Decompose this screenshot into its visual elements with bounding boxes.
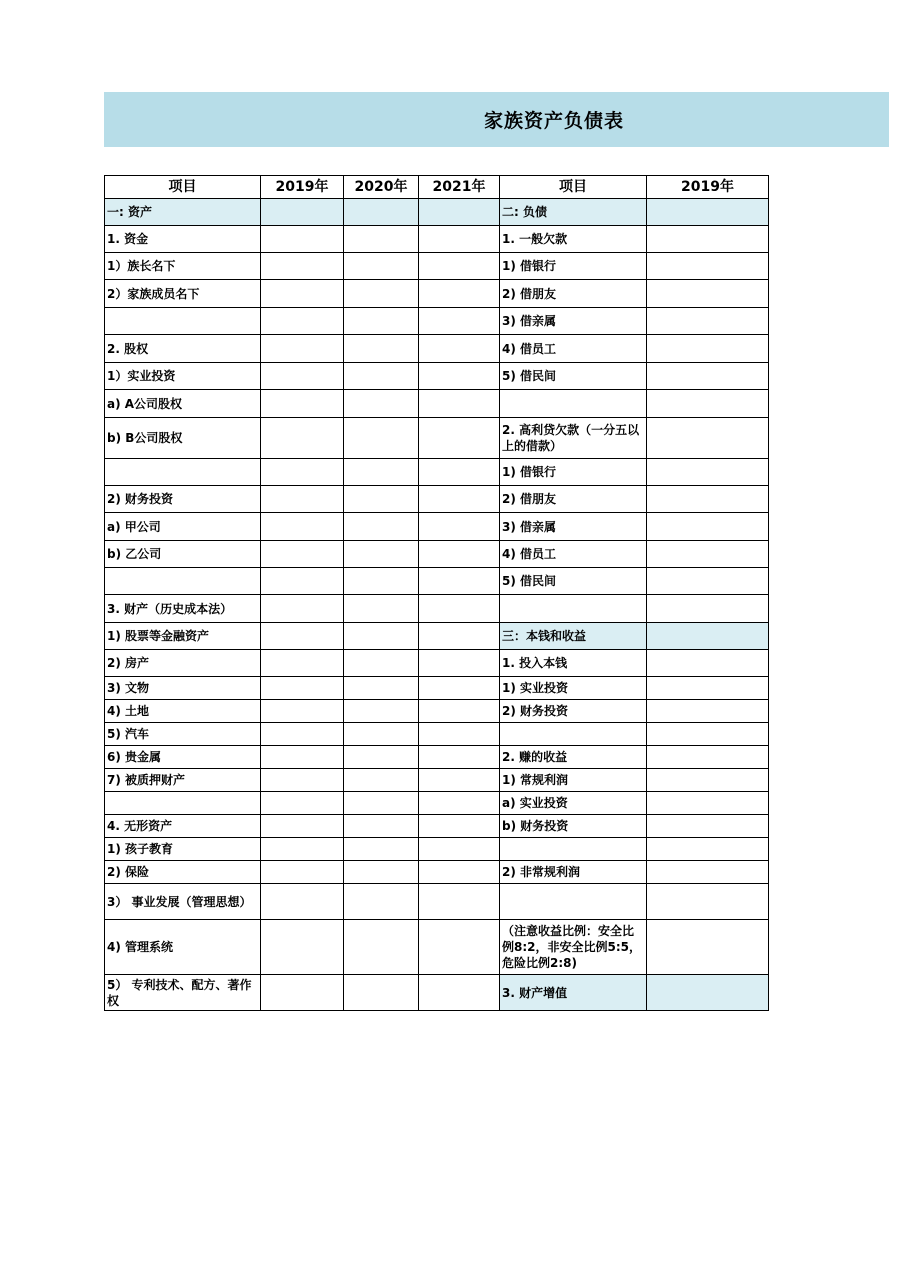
asset-2019-cell[interactable] <box>261 335 344 363</box>
liability-item-cell <box>500 390 647 418</box>
asset-item-cell: 6) 贵金属 <box>105 746 261 769</box>
liability-item-cell: 2. 高利贷欠款（一分五以上的借款） <box>500 418 647 459</box>
asset-2019-cell[interactable] <box>261 418 344 459</box>
liability-2019-cell[interactable] <box>647 650 769 677</box>
asset-2019-cell[interactable] <box>261 746 344 769</box>
table-row <box>105 650 769 677</box>
asset-2020-cell[interactable] <box>344 308 419 335</box>
table-row <box>105 700 769 723</box>
asset-item-cell: 4) 管理系统 <box>105 920 261 975</box>
asset-2020-cell[interactable] <box>344 650 419 677</box>
table-row <box>105 541 769 568</box>
asset-2019-cell[interactable] <box>261 541 344 568</box>
asset-2019-cell[interactable] <box>261 815 344 838</box>
liability-2019-cell[interactable] <box>647 861 769 884</box>
table-row <box>105 861 769 884</box>
asset-2020-cell[interactable] <box>344 746 419 769</box>
asset-2021-cell[interactable] <box>419 308 500 335</box>
liability-2019-cell[interactable] <box>647 920 769 975</box>
asset-2020-cell[interactable] <box>344 920 419 975</box>
asset-2021-cell[interactable] <box>419 884 500 920</box>
liability-2019-cell[interactable] <box>647 815 769 838</box>
liability-item-cell: 二: 负债 <box>500 199 647 226</box>
liability-2019-cell[interactable] <box>647 975 769 1011</box>
liability-2019-cell[interactable] <box>647 769 769 792</box>
asset-2020-cell[interactable] <box>344 541 419 568</box>
liability-item-cell: 2. 赚的收益 <box>500 746 647 769</box>
asset-item-cell <box>105 308 261 335</box>
liability-item-cell: 5) 借民间 <box>500 363 647 390</box>
asset-item-cell: b) 乙公司 <box>105 541 261 568</box>
asset-2021-cell[interactable] <box>419 677 500 700</box>
asset-2019-cell[interactable] <box>261 486 344 513</box>
liability-item-cell: 1) 借银行 <box>500 459 647 486</box>
liability-2019-cell[interactable] <box>647 792 769 815</box>
table-row <box>105 418 769 459</box>
asset-2021-cell[interactable] <box>419 418 500 459</box>
asset-item-cell: 2) 财务投资 <box>105 486 261 513</box>
asset-2020-cell[interactable] <box>344 815 419 838</box>
asset-2021-cell[interactable] <box>419 390 500 418</box>
asset-item-cell: 4. 无形资产 <box>105 815 261 838</box>
asset-2020-cell[interactable] <box>344 226 419 253</box>
liability-item-cell: （注意收益比例：安全比例8:2，非安全比例5:5，危险比例2:8) <box>500 920 647 975</box>
liability-item-cell: 2) 非常规利润 <box>500 861 647 884</box>
liability-2019-cell[interactable] <box>647 723 769 746</box>
table-row <box>105 815 769 838</box>
liability-item-cell: 3) 借亲属 <box>500 513 647 541</box>
table-row <box>105 199 769 226</box>
asset-2021-cell[interactable] <box>419 746 500 769</box>
asset-item-cell: 1）实业投资 <box>105 363 261 390</box>
asset-2021-cell[interactable] <box>419 280 500 308</box>
asset-2019-cell[interactable] <box>261 513 344 541</box>
header-row <box>105 176 769 199</box>
table-row <box>105 884 769 920</box>
liability-item-cell: 4) 借员工 <box>500 335 647 363</box>
asset-item-cell: 4) 土地 <box>105 700 261 723</box>
asset-2020-cell[interactable] <box>344 280 419 308</box>
asset-item-cell: 3. 财产（历史成本法） <box>105 595 261 623</box>
liability-2019-cell[interactable] <box>647 308 769 335</box>
asset-2021-cell[interactable] <box>419 363 500 390</box>
table-row <box>105 677 769 700</box>
liability-2019-cell[interactable] <box>647 363 769 390</box>
liability-2019-cell[interactable] <box>647 838 769 861</box>
liability-2019-cell[interactable] <box>647 541 769 568</box>
liability-item-cell: b) 财务投资 <box>500 815 647 838</box>
asset-item-cell: 一: 资产 <box>105 199 261 226</box>
asset-2021-cell[interactable] <box>419 650 500 677</box>
asset-2021-cell[interactable] <box>419 199 500 226</box>
asset-item-cell: a) A公司股权 <box>105 390 261 418</box>
asset-2020-cell[interactable] <box>344 363 419 390</box>
asset-2021-cell[interactable] <box>419 792 500 815</box>
liability-item-cell: 1) 常规利润 <box>500 769 647 792</box>
asset-item-cell: b) B公司股权 <box>105 418 261 459</box>
liability-2019-cell[interactable] <box>647 418 769 459</box>
asset-item-cell: 3） 事业发展（管理思想） <box>105 884 261 920</box>
liability-item-cell <box>500 838 647 861</box>
asset-2021-cell[interactable] <box>419 623 500 650</box>
liability-item-cell: 1) 借银行 <box>500 253 647 280</box>
asset-2019-cell[interactable] <box>261 861 344 884</box>
header-year-2021: 2021年 <box>419 176 500 199</box>
liability-item-cell: 1) 实业投资 <box>500 677 647 700</box>
table-row <box>105 308 769 335</box>
asset-2020-cell[interactable] <box>344 677 419 700</box>
liability-2019-cell[interactable] <box>647 226 769 253</box>
asset-2020-cell[interactable] <box>344 975 419 1011</box>
asset-item-cell: 2) 房产 <box>105 650 261 677</box>
asset-2019-cell[interactable] <box>261 700 344 723</box>
asset-item-cell: 2) 保险 <box>105 861 261 884</box>
liability-item-cell <box>500 723 647 746</box>
liability-item-cell: 2) 财务投资 <box>500 700 647 723</box>
asset-2020-cell[interactable] <box>344 335 419 363</box>
asset-2019-cell[interactable] <box>261 459 344 486</box>
liability-item-cell: 3) 借亲属 <box>500 308 647 335</box>
asset-item-cell: 7) 被质押财产 <box>105 769 261 792</box>
asset-item-cell: a) 甲公司 <box>105 513 261 541</box>
asset-item-cell: 2）家族成员名下 <box>105 280 261 308</box>
asset-item-cell: 5) 汽车 <box>105 723 261 746</box>
asset-item-cell: 1) 孩子教育 <box>105 838 261 861</box>
liability-2019-cell[interactable] <box>647 568 769 595</box>
asset-2021-cell[interactable] <box>419 700 500 723</box>
asset-2019-cell[interactable] <box>261 280 344 308</box>
asset-2020-cell[interactable] <box>344 459 419 486</box>
header-item-right: 项目 <box>500 176 647 199</box>
asset-2021-cell[interactable] <box>419 723 500 746</box>
asset-2020-cell[interactable] <box>344 418 419 459</box>
asset-item-cell: 1）族长名下 <box>105 253 261 280</box>
asset-item-cell <box>105 792 261 815</box>
table-row <box>105 920 769 975</box>
table-row <box>105 975 769 1011</box>
asset-2021-cell[interactable] <box>419 226 500 253</box>
sheet-title: 家族资产负债表 <box>484 110 625 132</box>
liability-2019-cell[interactable] <box>647 513 769 541</box>
asset-item-cell: 1) 股票等金融资产 <box>105 623 261 650</box>
header-item-left: 项目 <box>105 176 261 199</box>
table-row <box>105 335 769 363</box>
liability-2019-cell[interactable] <box>647 459 769 486</box>
asset-2020-cell[interactable] <box>344 723 419 746</box>
asset-2021-cell[interactable] <box>419 459 500 486</box>
liability-2019-cell[interactable] <box>647 280 769 308</box>
asset-2019-cell[interactable] <box>261 677 344 700</box>
liability-item-cell: 2) 借朋友 <box>500 280 647 308</box>
balance-sheet-table <box>104 175 769 1011</box>
asset-2019-cell[interactable] <box>261 568 344 595</box>
asset-2021-cell[interactable] <box>419 568 500 595</box>
liability-2019-cell[interactable] <box>647 253 769 280</box>
liability-2019-cell[interactable] <box>647 486 769 513</box>
asset-item-cell: 2. 股权 <box>105 335 261 363</box>
liability-2019-cell[interactable] <box>647 390 769 418</box>
asset-2019-cell[interactable] <box>261 769 344 792</box>
table-row <box>105 486 769 513</box>
asset-2021-cell[interactable] <box>419 838 500 861</box>
asset-item-cell <box>105 459 261 486</box>
asset-2020-cell[interactable] <box>344 486 419 513</box>
asset-2020-cell[interactable] <box>344 884 419 920</box>
asset-2019-cell[interactable] <box>261 363 344 390</box>
liability-item-cell: 4) 借员工 <box>500 541 647 568</box>
liability-item-cell: 1. 一般欠款 <box>500 226 647 253</box>
asset-2020-cell[interactable] <box>344 861 419 884</box>
asset-2020-cell[interactable] <box>344 623 419 650</box>
liability-2019-cell[interactable] <box>647 700 769 723</box>
table-row <box>105 513 769 541</box>
liability-item-cell: 5) 借民间 <box>500 568 647 595</box>
asset-2021-cell[interactable] <box>419 861 500 884</box>
table-row <box>105 568 769 595</box>
liability-item-cell <box>500 884 647 920</box>
asset-2020-cell[interactable] <box>344 838 419 861</box>
asset-2019-cell[interactable] <box>261 650 344 677</box>
asset-2021-cell[interactable] <box>419 920 500 975</box>
asset-2019-cell[interactable] <box>261 792 344 815</box>
liability-item-cell: 3. 财产增值 <box>500 975 647 1011</box>
liability-item-cell: 2) 借朋友 <box>500 486 647 513</box>
asset-2019-cell[interactable] <box>261 226 344 253</box>
asset-2020-cell[interactable] <box>344 253 419 280</box>
liability-item-cell: 三：本钱和收益 <box>500 623 647 650</box>
asset-2019-cell[interactable] <box>261 253 344 280</box>
liability-2019-cell[interactable] <box>647 199 769 226</box>
asset-2020-cell[interactable] <box>344 700 419 723</box>
asset-2020-cell[interactable] <box>344 769 419 792</box>
asset-2021-cell[interactable] <box>419 486 500 513</box>
asset-2020-cell[interactable] <box>344 390 419 418</box>
table-row <box>105 226 769 253</box>
asset-item-cell <box>105 568 261 595</box>
table-row <box>105 459 769 486</box>
sheet-body <box>105 199 769 1011</box>
table-row <box>105 723 769 746</box>
asset-2019-cell[interactable] <box>261 595 344 623</box>
liability-2019-cell[interactable] <box>647 677 769 700</box>
asset-2021-cell[interactable] <box>419 595 500 623</box>
title-band <box>104 92 889 147</box>
asset-2019-cell[interactable] <box>261 838 344 861</box>
table-row <box>105 746 769 769</box>
asset-2021-cell[interactable] <box>419 815 500 838</box>
asset-2021-cell[interactable] <box>419 335 500 363</box>
table-row <box>105 838 769 861</box>
liability-2019-cell[interactable] <box>647 335 769 363</box>
asset-2020-cell[interactable] <box>344 568 419 595</box>
header-year-2019-left: 2019年 <box>261 176 344 199</box>
asset-2019-cell[interactable] <box>261 920 344 975</box>
asset-2019-cell[interactable] <box>261 199 344 226</box>
table-row <box>105 769 769 792</box>
table-row <box>105 280 769 308</box>
asset-2019-cell[interactable] <box>261 975 344 1011</box>
table-row <box>105 363 769 390</box>
asset-2021-cell[interactable] <box>419 769 500 792</box>
asset-2019-cell[interactable] <box>261 308 344 335</box>
liability-2019-cell[interactable] <box>647 746 769 769</box>
header-year-2020: 2020年 <box>344 176 419 199</box>
asset-2019-cell[interactable] <box>261 884 344 920</box>
asset-2021-cell[interactable] <box>419 253 500 280</box>
liability-2019-cell[interactable] <box>647 884 769 920</box>
table-row <box>105 792 769 815</box>
asset-2020-cell[interactable] <box>344 513 419 541</box>
asset-item-cell: 1. 资金 <box>105 226 261 253</box>
table-row <box>105 390 769 418</box>
table-row <box>105 595 769 623</box>
asset-2021-cell[interactable] <box>419 513 500 541</box>
liability-2019-cell[interactable] <box>647 623 769 650</box>
asset-2019-cell[interactable] <box>261 623 344 650</box>
liability-item-cell <box>500 595 647 623</box>
liability-item-cell: 1. 投入本钱 <box>500 650 647 677</box>
asset-2019-cell[interactable] <box>261 390 344 418</box>
asset-2020-cell[interactable] <box>344 595 419 623</box>
header-year-2019-right: 2019年 <box>647 176 769 199</box>
liability-item-cell: a) 实业投资 <box>500 792 647 815</box>
table-row <box>105 253 769 280</box>
asset-2021-cell[interactable] <box>419 541 500 568</box>
asset-item-cell: 3) 文物 <box>105 677 261 700</box>
asset-2020-cell[interactable] <box>344 199 419 226</box>
table-row <box>105 623 769 650</box>
asset-2021-cell[interactable] <box>419 975 500 1011</box>
asset-2019-cell[interactable] <box>261 723 344 746</box>
asset-item-cell: 5） 专利技术、配方、著作权 <box>105 975 261 1011</box>
liability-2019-cell[interactable] <box>647 595 769 623</box>
asset-2020-cell[interactable] <box>344 792 419 815</box>
